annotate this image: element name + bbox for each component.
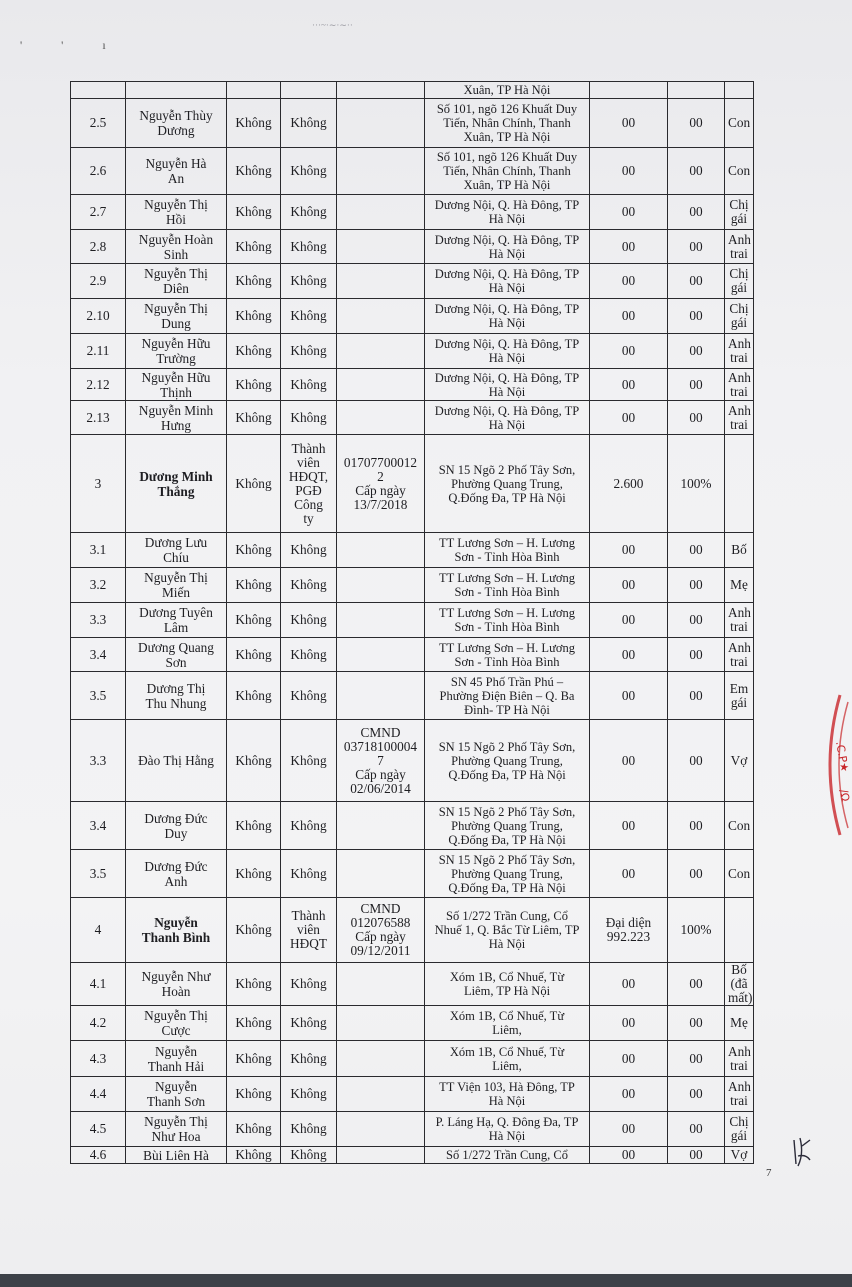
address-cell: SN 15 Ngõ 2 Phố Tây Sơn, Phường Quang Trung, Q.Đống Đa, TP Hà Nội: [425, 435, 590, 533]
id-document-cell: [337, 568, 425, 603]
address-cell: P. Láng Hạ, Q. Đông Đa, TP Hà Nội: [425, 1112, 590, 1147]
shares-cell: 00: [590, 1006, 668, 1041]
row-number-cell: 3.4: [71, 638, 126, 672]
table-row: [71, 334, 754, 369]
relationship-cell: Con: [725, 99, 754, 148]
ownership-ratio-cell: 00: [668, 1147, 725, 1164]
relationship-cell: Bố: [725, 533, 754, 568]
person-name-cell: Dương Tuyên Lâm: [126, 603, 227, 638]
address-cell: Số 101, ngõ 126 Khuất Duy Tiến, Nhân Chính, Thanh Xuân, TP Hà Nội: [425, 99, 590, 148]
relationship-cell: Chị gái: [725, 1112, 754, 1147]
address-cell: Dương Nội, Q. Hà Đông, TP Hà Nội: [425, 195, 590, 230]
ownership-ratio-cell: 00: [668, 850, 725, 898]
table-row: [71, 401, 754, 435]
person-name-cell: Nguyễn Thị Dung: [126, 299, 227, 334]
table-row: [71, 148, 754, 195]
shares-cell: 00: [590, 720, 668, 802]
person-name-cell: Dương Đức Duy: [126, 802, 227, 850]
id-document-cell: [337, 533, 425, 568]
shares-cell: [590, 82, 668, 99]
person-name-cell: Nguyễn Thanh Hải: [126, 1041, 227, 1077]
company-role-cell: Không: [281, 568, 337, 603]
corner-marks: ' ' ı: [20, 38, 124, 52]
position-cell: Không: [227, 264, 281, 299]
position-cell: Không: [227, 568, 281, 603]
ownership-ratio-cell: 00: [668, 802, 725, 850]
table-row: [71, 299, 754, 334]
shares-cell: 00: [590, 148, 668, 195]
person-name-cell: Nguyễn Minh Hưng: [126, 401, 227, 435]
row-number-cell: 2.11: [71, 334, 126, 369]
id-document-cell: [337, 802, 425, 850]
table-row: [71, 230, 754, 264]
position-cell: Không: [227, 802, 281, 850]
position-cell: Không: [227, 638, 281, 672]
ownership-ratio-cell: 00: [668, 299, 725, 334]
position-cell: Không: [227, 299, 281, 334]
related-persons-table: [70, 81, 754, 1164]
id-document-cell: [337, 99, 425, 148]
row-number-cell: 4.6: [71, 1147, 126, 1164]
relationship-cell: Anh trai: [725, 1077, 754, 1112]
shares-cell: 00: [590, 334, 668, 369]
person-name-cell: Nguyễn Hà An: [126, 148, 227, 195]
shares-cell: 00: [590, 638, 668, 672]
relationship-cell: [725, 898, 754, 963]
shares-cell: 00: [590, 230, 668, 264]
address-cell: Dương Nội, Q. Hà Đông, TP Hà Nội: [425, 369, 590, 401]
table-row: [71, 802, 754, 850]
row-number-cell: 3.4: [71, 802, 126, 850]
ownership-ratio-cell: [668, 82, 725, 99]
relationship-cell: Chị gái: [725, 299, 754, 334]
position-cell: Không: [227, 533, 281, 568]
company-role-cell: Không: [281, 850, 337, 898]
company-role-cell: Không: [281, 720, 337, 802]
row-number-cell: 2.6: [71, 148, 126, 195]
position-cell: Không: [227, 603, 281, 638]
address-cell: SN 45 Phố Trần Phú – Phường Điện Biên – Q. Ba Đình- TP Hà Nội: [425, 672, 590, 720]
handwritten-initials: [790, 1136, 812, 1170]
person-name-cell: Nguyễn Hoàn Sinh: [126, 230, 227, 264]
company-role-cell: Không: [281, 99, 337, 148]
relationship-cell: Con: [725, 850, 754, 898]
company-role-cell: Không: [281, 1147, 337, 1164]
relationship-cell: Anh trai: [725, 334, 754, 369]
id-document-cell: [337, 334, 425, 369]
company-role-cell: Không: [281, 1041, 337, 1077]
row-number-cell: 2.8: [71, 230, 126, 264]
ownership-ratio-cell: 00: [668, 720, 725, 802]
relationship-cell: [725, 82, 754, 99]
id-document-cell: [337, 264, 425, 299]
id-document-cell: 01707700012 2 Cấp ngày 13/7/2018: [337, 435, 425, 533]
relationship-cell: Bố (đã mất): [725, 963, 754, 1006]
person-name-cell: Bùi Liên Hà: [126, 1147, 227, 1164]
ownership-ratio-cell: 00: [668, 638, 725, 672]
company-role-cell: [281, 82, 337, 99]
shares-cell: 00: [590, 672, 668, 720]
row-number-cell: 3: [71, 435, 126, 533]
relationship-cell: Anh trai: [725, 369, 754, 401]
address-cell: Dương Nội, Q. Hà Đông, TP Hà Nội: [425, 334, 590, 369]
table-row: [71, 1147, 754, 1164]
table-row: [71, 850, 754, 898]
person-name-cell: Nguyễn Thị Hồi: [126, 195, 227, 230]
table-row: [71, 898, 754, 963]
shares-cell: 00: [590, 850, 668, 898]
id-document-cell: [337, 963, 425, 1006]
relationship-cell: Anh trai: [725, 638, 754, 672]
company-role-cell: Không: [281, 802, 337, 850]
company-role-cell: Không: [281, 1112, 337, 1147]
relationship-cell: Con: [725, 802, 754, 850]
row-number-cell: 3.3: [71, 603, 126, 638]
person-name-cell: Nguyễn Thanh Sơn: [126, 1077, 227, 1112]
address-cell: TT Lương Sơn – H. Lương Sơn - Tỉnh Hòa Bình: [425, 603, 590, 638]
id-document-cell: [337, 148, 425, 195]
address-cell: Dương Nội, Q. Hà Đông, TP Hà Nội: [425, 299, 590, 334]
table-row: [71, 99, 754, 148]
company-role-cell: Không: [281, 195, 337, 230]
relationship-cell: Vợ: [725, 1147, 754, 1164]
person-name-cell: Nguyễn Thanh Bình: [126, 898, 227, 963]
id-document-cell: [337, 369, 425, 401]
ownership-ratio-cell: 00: [668, 963, 725, 1006]
shares-cell: 00: [590, 533, 668, 568]
position-cell: Không: [227, 369, 281, 401]
row-number-cell: 4.2: [71, 1006, 126, 1041]
shares-cell: 00: [590, 299, 668, 334]
row-number-cell: 2.12: [71, 369, 126, 401]
row-number-cell: 2.13: [71, 401, 126, 435]
table-row: [71, 195, 754, 230]
row-number-cell: 2.10: [71, 299, 126, 334]
table-row: [71, 533, 754, 568]
position-cell: Không: [227, 401, 281, 435]
row-number-cell: 3.5: [71, 672, 126, 720]
id-document-cell: [337, 1112, 425, 1147]
ownership-ratio-cell: 00: [668, 264, 725, 299]
person-name-cell: Dương Đức Anh: [126, 850, 227, 898]
relationship-cell: Anh trai: [725, 603, 754, 638]
person-name-cell: Nguyễn Thùy Dương: [126, 99, 227, 148]
person-name-cell: Nguyễn Thị Miến: [126, 568, 227, 603]
shares-cell: 00: [590, 1077, 668, 1112]
row-number-cell: 3.1: [71, 533, 126, 568]
position-cell: Không: [227, 1077, 281, 1112]
position-cell: Không: [227, 720, 281, 802]
relationship-cell: Chị gái: [725, 195, 754, 230]
company-role-cell: Không: [281, 401, 337, 435]
ownership-ratio-cell: 00: [668, 148, 725, 195]
table-row: [71, 1006, 754, 1041]
position-cell: Không: [227, 1041, 281, 1077]
address-cell: SN 15 Ngõ 2 Phố Tây Sơn, Phường Quang Trung, Q.Đống Đa, TP Hà Nội: [425, 802, 590, 850]
table-row: [71, 720, 754, 802]
address-cell: SN 15 Ngõ 2 Phố Tây Sơn, Phường Quang Trung, Q.Đống Đa, TP Hà Nội: [425, 850, 590, 898]
table-row: [71, 369, 754, 401]
row-number-cell: 2.7: [71, 195, 126, 230]
ownership-ratio-cell: 100%: [668, 435, 725, 533]
table-row: [71, 82, 754, 99]
id-document-cell: [337, 850, 425, 898]
table-row: [71, 435, 754, 533]
address-cell: Số 101, ngõ 126 Khuất Duy Tiến, Nhân Chính, Thanh Xuân, TP Hà Nội: [425, 148, 590, 195]
company-role-cell: Không: [281, 334, 337, 369]
table-row: [71, 1077, 754, 1112]
id-document-cell: [337, 1147, 425, 1164]
id-document-cell: [337, 638, 425, 672]
shares-cell: 00: [590, 99, 668, 148]
relationship-cell: Anh trai: [725, 230, 754, 264]
row-number-cell: 4.4: [71, 1077, 126, 1112]
company-role-cell: Thành viên HĐQT, PGĐ Công ty: [281, 435, 337, 533]
ownership-ratio-cell: 00: [668, 99, 725, 148]
table-row: [71, 264, 754, 299]
address-cell: Xóm 1B, Cổ Nhuế, Từ Liêm,: [425, 1041, 590, 1077]
relationship-cell: Vợ: [725, 720, 754, 802]
table-row: [71, 568, 754, 603]
address-cell: SN 15 Ngõ 2 Phố Tây Sơn, Phường Quang Trung, Q.Đống Đa, TP Hà Nội: [425, 720, 590, 802]
ownership-ratio-cell: 00: [668, 334, 725, 369]
ownership-ratio-cell: 00: [668, 401, 725, 435]
company-role-cell: Thành viên HĐQT: [281, 898, 337, 963]
id-document-cell: [337, 1041, 425, 1077]
relationship-cell: Mẹ: [725, 1006, 754, 1041]
company-role-cell: Không: [281, 533, 337, 568]
ownership-ratio-cell: 100%: [668, 898, 725, 963]
ownership-ratio-cell: 00: [668, 1077, 725, 1112]
ownership-ratio-cell: 00: [668, 369, 725, 401]
shares-cell: 00: [590, 401, 668, 435]
ownership-ratio-cell: 00: [668, 603, 725, 638]
relationship-cell: Anh trai: [725, 401, 754, 435]
company-role-cell: Không: [281, 672, 337, 720]
company-role-cell: Không: [281, 230, 337, 264]
position-cell: Không: [227, 1112, 281, 1147]
table-row: [71, 672, 754, 720]
id-document-cell: [337, 1006, 425, 1041]
position-cell: Không: [227, 435, 281, 533]
company-role-cell: Không: [281, 1006, 337, 1041]
id-document-cell: CMND 03718100004 7 Cấp ngày 02/06/2014: [337, 720, 425, 802]
row-number-cell: 3.5: [71, 850, 126, 898]
person-name-cell: Nguyễn Thị Như Hoa: [126, 1112, 227, 1147]
address-cell: Xóm 1B, Cổ Nhuế, Từ Liêm,: [425, 1006, 590, 1041]
company-role-cell: Không: [281, 299, 337, 334]
id-document-cell: [337, 603, 425, 638]
address-cell: Xóm 1B, Cổ Nhuế, Từ Liêm, TP Hà Nội: [425, 963, 590, 1006]
ownership-ratio-cell: 00: [668, 568, 725, 603]
position-cell: Không: [227, 1147, 281, 1164]
top-smudge: ···~·∼·∼··: [312, 20, 353, 30]
ownership-ratio-cell: 00: [668, 1112, 725, 1147]
row-number-cell: 4.1: [71, 963, 126, 1006]
id-document-cell: [337, 672, 425, 720]
position-cell: Không: [227, 898, 281, 963]
person-name-cell: Dương Minh Thắng: [126, 435, 227, 533]
person-name-cell: [126, 82, 227, 99]
position-cell: Không: [227, 195, 281, 230]
position-cell: Không: [227, 1006, 281, 1041]
relationship-cell: Em gái: [725, 672, 754, 720]
svg-text:/Ω: /Ω: [837, 788, 852, 803]
company-role-cell: Không: [281, 638, 337, 672]
person-name-cell: Nguyễn Như Hoàn: [126, 963, 227, 1006]
ownership-ratio-cell: 00: [668, 195, 725, 230]
address-cell: Dương Nội, Q. Hà Đông, TP Hà Nội: [425, 230, 590, 264]
company-role-cell: Không: [281, 264, 337, 299]
address-cell: TT Viện 103, Hà Đông, TP Hà Nội: [425, 1077, 590, 1112]
row-number-cell: 4.3: [71, 1041, 126, 1077]
address-cell: Dương Nội, Q. Hà Đông, TP Hà Nội: [425, 401, 590, 435]
address-cell: TT Lương Sơn – H. Lương Sơn - Tỉnh Hòa Bình: [425, 568, 590, 603]
shares-cell: Đại diện 992.223: [590, 898, 668, 963]
address-cell: Dương Nội, Q. Hà Đông, TP Hà Nội: [425, 264, 590, 299]
relationship-cell: Anh trai: [725, 1041, 754, 1077]
position-cell: Không: [227, 148, 281, 195]
company-role-cell: Không: [281, 1077, 337, 1112]
position-cell: Không: [227, 850, 281, 898]
shares-cell: 00: [590, 1147, 668, 1164]
id-document-cell: [337, 401, 425, 435]
person-name-cell: Đào Thị Hằng: [126, 720, 227, 802]
row-number-cell: 4: [71, 898, 126, 963]
table-row: [71, 603, 754, 638]
shares-cell: 00: [590, 369, 668, 401]
address-cell: Số 1/272 Trần Cung, Cổ: [425, 1147, 590, 1164]
person-name-cell: Nguyễn Thị Cược: [126, 1006, 227, 1041]
red-seal-stamp: [800, 690, 852, 840]
page-number: 7: [766, 1167, 772, 1179]
company-role-cell: Không: [281, 148, 337, 195]
ownership-ratio-cell: 00: [668, 230, 725, 264]
position-cell: Không: [227, 334, 281, 369]
id-document-cell: [337, 195, 425, 230]
row-number-cell: 4.5: [71, 1112, 126, 1147]
person-name-cell: Dương Quang Sơn: [126, 638, 227, 672]
shares-cell: 00: [590, 568, 668, 603]
relationship-cell: Mẹ: [725, 568, 754, 603]
shares-cell: 00: [590, 802, 668, 850]
shares-cell: 00: [590, 264, 668, 299]
company-role-cell: Không: [281, 369, 337, 401]
table-row: [71, 963, 754, 1006]
shares-cell: 00: [590, 195, 668, 230]
table-row: [71, 638, 754, 672]
address-cell: Xuân, TP Hà Nội: [425, 82, 590, 99]
ownership-ratio-cell: 00: [668, 533, 725, 568]
ownership-ratio-cell: 00: [668, 1006, 725, 1041]
shares-cell: 00: [590, 963, 668, 1006]
person-name-cell: Nguyễn Thị Diên: [126, 264, 227, 299]
row-number-cell: 2.5: [71, 99, 126, 148]
table-body: [71, 82, 754, 1164]
position-cell: Không: [227, 99, 281, 148]
table-row: [71, 1041, 754, 1077]
shares-cell: 00: [590, 1041, 668, 1077]
person-name-cell: Dương Thị Thu Nhung: [126, 672, 227, 720]
row-number-cell: [71, 82, 126, 99]
row-number-cell: 3.2: [71, 568, 126, 603]
shares-cell: 00: [590, 603, 668, 638]
position-cell: Không: [227, 963, 281, 1006]
row-number-cell: 3.3: [71, 720, 126, 802]
id-document-cell: [337, 1077, 425, 1112]
address-cell: TT Lương Sơn – H. Lương Sơn - Tỉnh Hòa Bình: [425, 638, 590, 672]
shares-cell: 00: [590, 1112, 668, 1147]
shares-cell: 2.600: [590, 435, 668, 533]
id-document-cell: CMND 012076588 Cấp ngày 09/12/2011: [337, 898, 425, 963]
position-cell: Không: [227, 230, 281, 264]
row-number-cell: 2.9: [71, 264, 126, 299]
address-cell: TT Lương Sơn – H. Lương Sơn - Tỉnh Hòa Bình: [425, 533, 590, 568]
relationship-cell: Chị gái: [725, 264, 754, 299]
id-document-cell: [337, 230, 425, 264]
person-name-cell: Dương Lưu Chíu: [126, 533, 227, 568]
address-cell: Số 1/272 Trần Cung, Cổ Nhuế 1, Q. Bắc Từ Liêm, TP Hà Nội: [425, 898, 590, 963]
company-role-cell: Không: [281, 603, 337, 638]
table-row: [71, 1112, 754, 1147]
position-cell: Không: [227, 672, 281, 720]
person-name-cell: Nguyễn Hữu Trường: [126, 334, 227, 369]
relationship-cell: Con: [725, 148, 754, 195]
person-name-cell: Nguyễn Hữu Thịnh: [126, 369, 227, 401]
id-document-cell: [337, 299, 425, 334]
id-document-cell: [337, 82, 425, 99]
relationship-cell: [725, 435, 754, 533]
company-role-cell: Không: [281, 963, 337, 1006]
ownership-ratio-cell: 00: [668, 672, 725, 720]
position-cell: [227, 82, 281, 99]
svg-text:.C.P★: .C.P★: [833, 740, 852, 774]
ownership-ratio-cell: 00: [668, 1041, 725, 1077]
